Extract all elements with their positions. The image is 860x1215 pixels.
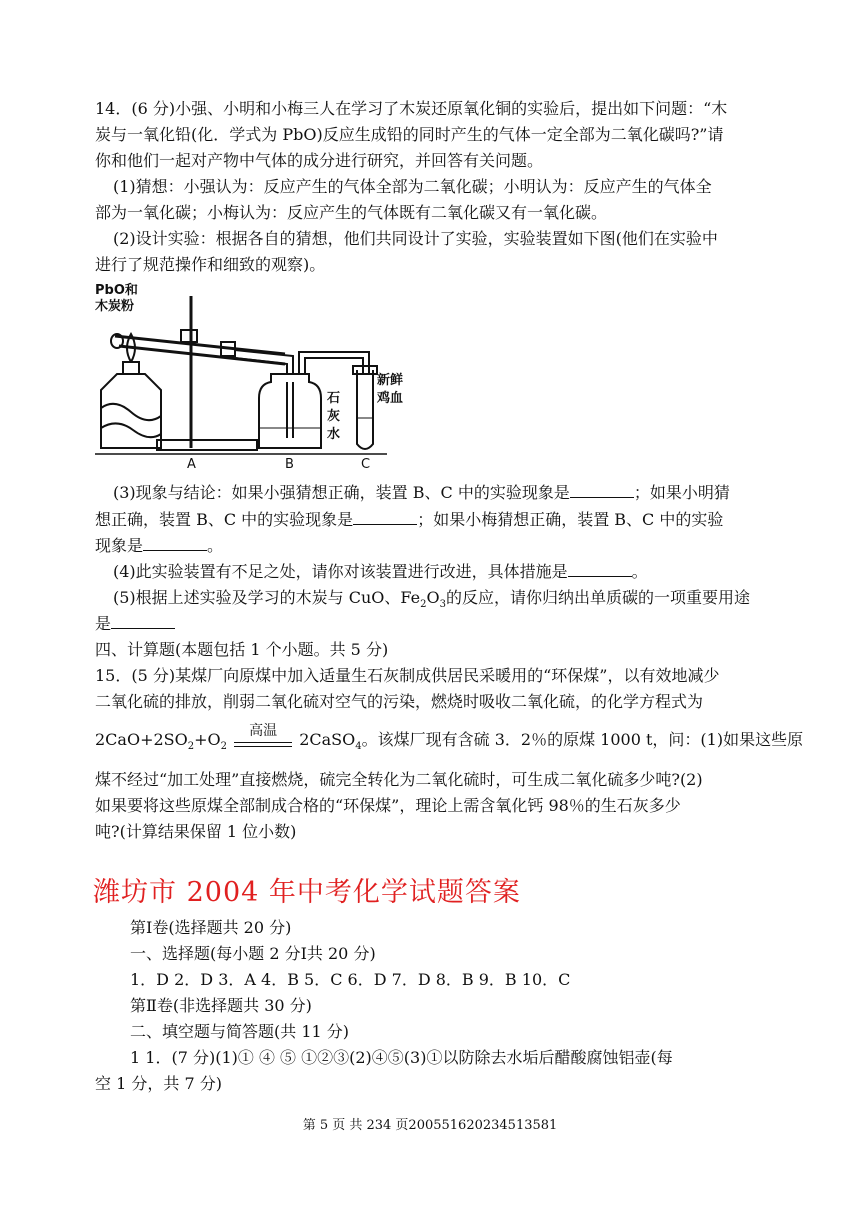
answer-blank[interactable] [568,562,632,577]
answer-line-5: 二、填空题与简答题(共 11 分) [130,1022,350,1041]
answer-line-2: 一、选择题(每小题 2 分Ⅰ共 20 分) [130,944,376,963]
answers-title: 潍坊市 2004 年中考化学试题答案 [93,877,521,908]
answer-line-3: 1．D 2．D 3．A 4．B 5．C 6．D 7．D 8．B 9．B 10．C [130,970,571,989]
q15-line-2: 二氧化硫的排放，削弱二氧化硫对空气的污染，燃烧时吸收二氧化硫，的化学方程式为 [95,692,704,711]
eq-left-2: +O [194,730,221,749]
q14-result-line-1 [113,480,793,506]
q14-result-text-3: 想正确，装置 B、C 中的实验现象是 [95,510,354,529]
q14-result-text-5: 现象是 [95,536,144,555]
condition-label: 高温 [249,722,278,739]
label-lime-3: 水 [327,427,341,442]
q14-use-text-1: (5)根据上述实验及学习的木炭与 CuO、Fe [113,588,421,607]
answer-blank[interactable] [143,536,207,551]
label-a: A [187,457,196,472]
q15-line-1: 15．(5 分)某煤厂向原煤中加入适量生石灰制成供居民采暖用的“环保煤”，以有效地减少 [95,666,720,685]
answer-blank[interactable] [111,614,175,629]
subscript: 2 [187,741,195,753]
q14-use-text-2: 的反应，请你归纳出单质碳的一项重要用途 [446,588,751,607]
subscript: 4 [355,741,362,753]
q14-line-2: 炭与一氧化铅(化．学式为 PbO)反应生成铅的同时产生的气体一定全部为二氧化碳吗?”请 [95,125,724,144]
label-lime-2: 灰 [327,409,341,424]
equals-line [234,742,292,743]
subscript: 3 [439,599,446,611]
answer-line-6: 1 1．(7 分)(1)① ④ ⑤ ①②③(2)④⑤(3)①以防除去水垢后醋酸腐蚀铝壶(每 [130,1048,673,1067]
answer-blank[interactable] [570,483,634,498]
answer-line-1: 第Ⅰ卷(选择题共 20 分) [130,918,292,937]
label-b: B [285,457,294,472]
q14-result-line-3 [95,533,775,559]
q14-improve-end: 。 [631,562,648,581]
section-4-heading: 四、计算题(本题包括 1 个小题。共 5 分) [95,640,389,659]
q14-use-o: O [426,588,440,607]
reaction-condition [232,722,294,754]
label-c: C [361,457,371,472]
eq-tail: 。该煤厂现有含硫 3．2％的原煤 1000 t，问：(1)如果这些原 [361,730,804,749]
answer-line-7: 空 1 分，共 7 分) [95,1074,222,1093]
q14-result-text-1: (3)现象与结论：如果小强猜想正确，装置 B、C 中的实验现象是 [113,483,570,502]
q14-use-line-2 [95,611,775,637]
apparatus-figure [95,278,404,474]
eq-left-1: 2CaO+2SO [95,730,188,749]
subscript: 2 [220,741,228,753]
q14-line-3: 你和他们一起对产物中气体的成分进行研究，并回答有关问题。 [95,151,544,170]
q15-equation-line [95,722,804,760]
answer-blank[interactable] [353,510,417,525]
answer-line-4: 第Ⅱ卷(非选择题共 30 分) [130,996,312,1015]
q14-result-text-4: ；如果小梅猜想正确，装置 B、C 中的实验 [417,510,724,529]
label-lime-1: 石 [327,391,341,406]
q14-improve-text: (4)此实验装置有不足之处，请你对该装置进行改进，具体措施是 [113,562,568,581]
eq-right: 2CaSO [299,730,356,749]
label-blood-1: 新鲜 [377,373,404,388]
apparatus-diagram [95,278,404,472]
q14-design-line-2: 进行了规范操作和细致的观察)。 [95,255,326,274]
q14-result-text-2: ；如果小明猜 [633,483,730,502]
q14-line-1: 14．(6 分)小强、小明和小梅三人在学习了木炭还原氧化铜的实验后，提出如下问题：“木 [95,99,728,118]
q15-line-6: 吨?(计算结果保留 1 位小数) [95,822,297,841]
q14-result-text-6: 。 [207,536,224,555]
q14-improve-line [113,559,793,585]
q15-line-5: 如果要将这些原煤全部制成合格的“环保煤”，理论上需含氧化钙 98％的生石灰多少 [95,796,681,815]
q14-design-line-1: (2)设计实验：根据各自的猜想，他们共同设计了实验，实验装置如下图(他们在实验中 [113,229,718,248]
label-carbon: 木炭粉 [95,299,135,314]
page-footer: 第 5 页 共 234 页20055162023451358​1 [302,1118,558,1133]
subscript: 2 [420,599,427,611]
q14-use-text-3: 是 [95,614,112,633]
equals-line [234,746,292,747]
label-pbo: PbO和 [95,283,138,298]
q14-guess-line-1: (1)猜想：小强认为：反应产生的气体全部为二氧化碳；小明认为：反应产生的气体全 [113,177,712,196]
q15-line-4: 煤不经过“加工处理”直接燃烧，硫完全转化为二氧化硫时，可生成二氧化硫多少吨?(2) [95,770,703,789]
label-blood-2: 鸡血 [377,391,404,406]
q14-result-line-2 [95,507,775,533]
q14-guess-line-2: 部为一氧化碳；小梅认为：反应产生的气体既有二氧化碳又有一氧化碳。 [95,203,608,222]
